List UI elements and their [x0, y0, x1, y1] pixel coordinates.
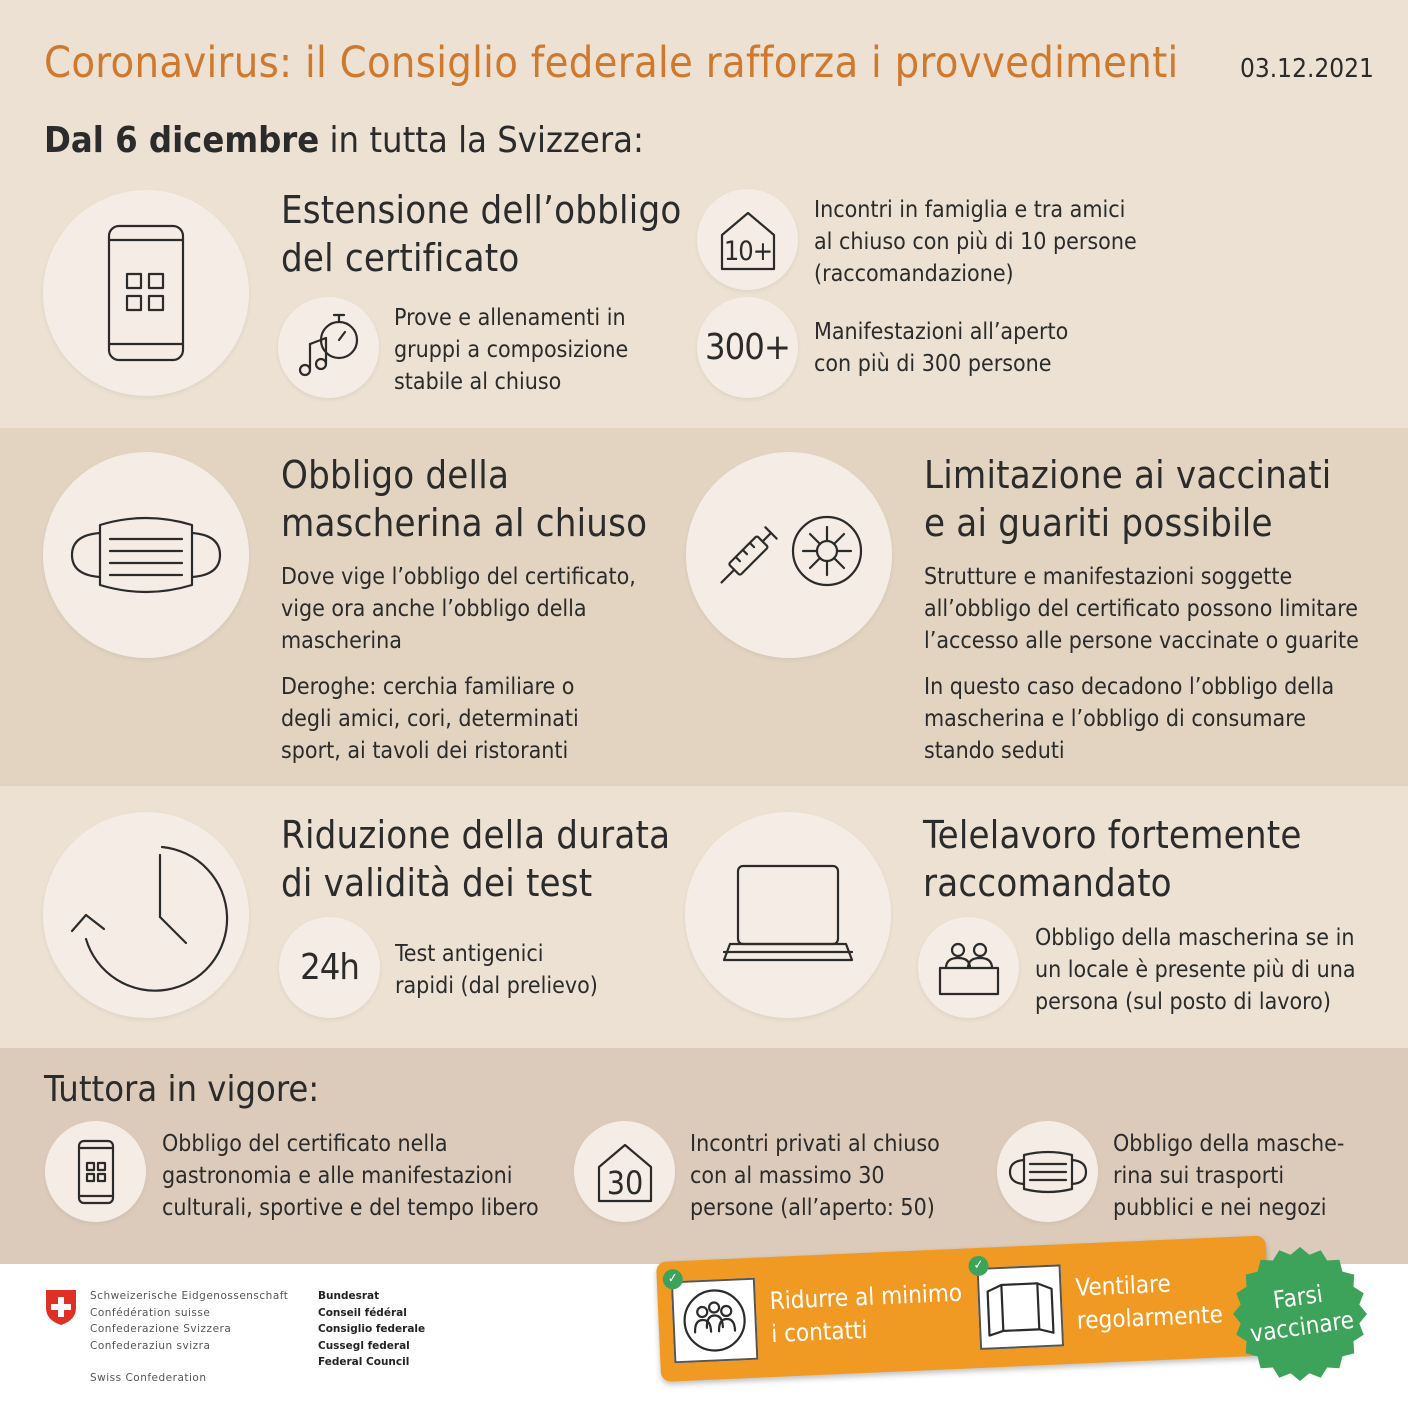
workplace-line3: persona (sul posto di lavoro) [1035, 989, 1331, 1015]
swiss-flag-logo [44, 1288, 78, 1326]
conf-de: Schweizerische Eidgenossenschaft [90, 1290, 289, 1302]
rehearsal-line1: Prove e allenamenti in [394, 305, 626, 331]
homeoffice-title [923, 811, 1302, 907]
workplace-text [1035, 922, 1356, 1018]
council-it: Consiglio federale [318, 1323, 426, 1335]
vaccinated-line6: stando seduti [924, 738, 1065, 764]
test-hours-badge: 24h [300, 947, 359, 988]
workplace-line1: Obbligo della mascherina se in [1035, 925, 1355, 951]
family-badge: 10+ [723, 235, 772, 267]
mask-title-line2: mascherina al chiuso [281, 501, 648, 545]
subtitle-scope: in tutta la Svizzera: [319, 120, 644, 161]
outdoor-circle [697, 297, 798, 398]
vaccine-circle [686, 452, 892, 658]
people-desk-icon [934, 938, 1004, 998]
vaccination-seal [1232, 1246, 1368, 1382]
workplace-line2: un locale è presente più di una [1035, 957, 1356, 983]
still-cert-line2: gastronomia e alle manifestazioni [162, 1163, 513, 1189]
clock-arrow-icon [56, 835, 236, 995]
vaccinated-line3: l’accesso alle persone vaccinate o guarite [924, 628, 1359, 654]
face-mask-icon [66, 505, 226, 605]
vaccinated-line5: mascherina e l’obbligo di consumare [924, 706, 1306, 732]
open-window-icon [979, 1266, 1062, 1347]
vaccinated-line1: Strutture e manifestazioni soggette [924, 564, 1293, 590]
ventilate-check-badge: ✓ [968, 1256, 989, 1277]
rehearsal-text [394, 302, 628, 398]
face-mask-small-icon [1006, 1147, 1090, 1197]
seal-line2: vaccinare [1248, 1305, 1356, 1348]
family-line3: (raccomandazione) [814, 261, 1014, 287]
mask-line1: Dove vige l’obbligo del certificato, [281, 564, 636, 590]
council-de: Bundesrat [318, 1290, 380, 1302]
still-mask-line3: pubblici e nei negozi [1113, 1195, 1327, 1221]
conf-fr: Confédération suisse [90, 1306, 211, 1319]
ventilate-text [1075, 1265, 1224, 1337]
test-hours-circle [279, 917, 380, 1018]
mask-exc-line1: Deroghe: cerchia familiare o [281, 674, 575, 700]
smartphone-qr-icon [91, 218, 201, 368]
outdoor-badge: 300+ [705, 327, 790, 368]
contacts-line1: Ridurre al minimo [769, 1278, 963, 1316]
conf-it: Confederazione Svizzera [90, 1323, 232, 1335]
vaccinated-consequence [924, 671, 1334, 767]
mask-exceptions [281, 671, 579, 767]
outdoor-line2: con più di 300 persone [814, 351, 1052, 377]
smartphone-qr-small-icon [71, 1137, 121, 1207]
certificate-title [281, 186, 681, 282]
still-valid-title: Tuttora in vigore: [44, 1069, 320, 1110]
test-text [395, 938, 598, 1002]
council-en: Federal Council [318, 1356, 410, 1368]
subtitle-date: Dal 6 dicembre [44, 120, 320, 161]
rehearsal-circle [278, 297, 379, 398]
still-private-text [690, 1128, 940, 1224]
workplace-circle [918, 917, 1019, 1018]
vaccinated-line4: In questo caso decadono l’obbligo della [924, 674, 1335, 700]
still-private-badge: 30 [606, 1163, 643, 1202]
still-mask-circle [997, 1121, 1098, 1222]
publication-date: 03.12.2021 [1240, 54, 1374, 84]
council-fr: Conseil fédéral [318, 1306, 407, 1319]
vaccinated-text [924, 561, 1359, 657]
ventilate-tile [977, 1264, 1064, 1350]
mask-title-line1: Obbligo della [281, 453, 510, 497]
mask-line3: mascherina [281, 628, 402, 654]
syringe-virus-icon [709, 505, 869, 605]
still-private-line3: persone (all’aperto: 50) [690, 1195, 935, 1221]
ventilate-line2: regolarmente [1076, 1300, 1224, 1335]
laptop-icon [718, 860, 858, 970]
house-small-icon [590, 1137, 660, 1207]
family-circle [697, 189, 798, 290]
swiss-shield-icon [44, 1288, 78, 1326]
mask-title [281, 451, 647, 547]
test-line2: rapidi (dal prelievo) [395, 973, 598, 999]
vaccinated-title-line1: Limitazione ai vaccinati [924, 453, 1332, 497]
still-mask-line1: Obbligo della masche- [1113, 1131, 1345, 1157]
certificate-title-line1: Estensione dell’obbligo [281, 188, 682, 232]
ventilate-line1: Ventilare [1074, 1269, 1172, 1302]
test-title-line1: Riduzione della durata [281, 813, 671, 857]
mask-exc-line2: degli amici, cori, determinati [281, 706, 579, 732]
homeoffice-title-line2: raccomandato [923, 861, 1172, 905]
vaccinated-title [924, 451, 1332, 547]
conf-rm: Confederaziun svizra [90, 1339, 211, 1352]
music-stopwatch-icon [291, 310, 367, 386]
contacts-text [769, 1277, 964, 1351]
mask-text [281, 561, 636, 657]
family-text [814, 194, 1137, 290]
test-title-line2: di validità dei test [281, 861, 593, 905]
rehearsal-line2: gruppi a composizione [394, 337, 629, 363]
still-cert-line3: culturali, sportive e del tempo libero [162, 1195, 539, 1221]
group-people-icon [673, 1280, 756, 1361]
contacts-tile [671, 1278, 758, 1364]
contacts-check-badge: ✓ [662, 1269, 683, 1290]
mask-line2: vige ora anche l’obbligo della [281, 596, 587, 622]
still-mask-text [1113, 1128, 1344, 1224]
test-circle [43, 812, 249, 1018]
homeoffice-circle [685, 812, 891, 1018]
house-icon [713, 205, 783, 275]
family-line2: al chiuso con più di 10 persone [814, 229, 1137, 255]
homeoffice-title-line1: Telelavoro fortemente [923, 813, 1302, 857]
confederation-names [90, 1288, 288, 1387]
family-line1: Incontri in famiglia e tra amici [814, 197, 1126, 223]
still-private-line2: con al massimo 30 [690, 1163, 885, 1189]
still-private-line1: Incontri privati al chiuso [690, 1131, 940, 1157]
seal-line1: Farsi [1271, 1279, 1325, 1315]
mask-exc-line3: sport, ai tavoli dei ristoranti [281, 738, 569, 764]
rehearsal-line3: stabile al chiuso [394, 369, 562, 395]
contacts-line2: i contatti [770, 1315, 869, 1349]
vaccinated-title-line2: e ai guariti possibile [924, 501, 1273, 545]
still-cert-circle [45, 1121, 146, 1222]
vaccinated-line2: all’obbligo del certificato possono limitare [924, 596, 1358, 622]
outdoor-line1: Manifestazioni all’aperto [814, 319, 1069, 345]
still-mask-line2: rina sui trasporti [1113, 1163, 1285, 1189]
test-line1: Test antigenici [395, 941, 544, 967]
federal-council-names [318, 1288, 425, 1371]
certificate-title-line2: del certificato [281, 236, 520, 280]
test-title [281, 811, 670, 907]
still-cert-line1: Obbligo del certificato nella [162, 1131, 448, 1157]
page-title: Coronavirus: il Consiglio federale rafforza i provvedimenti [44, 38, 1179, 88]
outdoor-text [814, 316, 1068, 380]
conf-en: Swiss Confederation [90, 1372, 207, 1384]
page-subtitle [44, 118, 644, 164]
still-cert-text [162, 1128, 539, 1224]
still-private-circle [574, 1121, 675, 1222]
mask-circle [43, 452, 249, 658]
certificate-circle [43, 190, 249, 396]
council-rm: Cussegl federal [318, 1339, 410, 1352]
